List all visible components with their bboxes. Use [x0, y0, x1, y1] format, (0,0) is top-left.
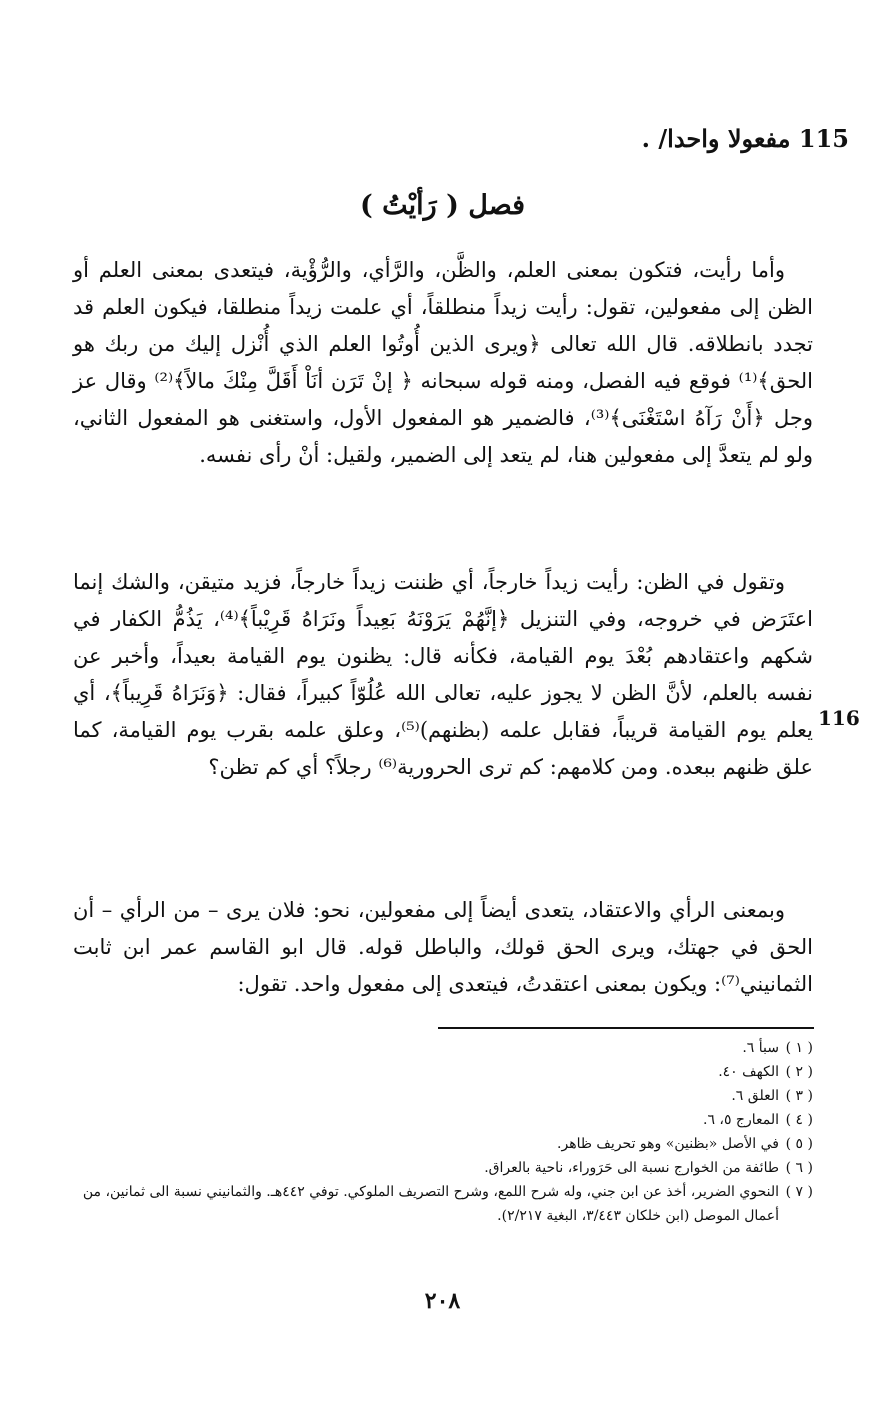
- continuation-text: مفعولا واحدا/ .: [641, 124, 791, 153]
- paragraph-1-text: وأما رأيت، فتكون بمعنى العلم، والظَّن، والرَّأي، والرُّؤْية، فيتعدى بمعنى العلم أو الظن إلى مفعولين، تقول: رأيت زيداً منطلقاً، أي علمت زيداً منطلقا، فيكون العلم قد تجدد بانطلاقه. قال الله تعالى ﴿ويرى الذين أُوتُوا العلم الذي أُنْزل إليك من ربك هو الحق﴾⁽¹⁾ فوقع فيه الفصل، ومنه قوله سبحانه ﴿ إنْ تَرَن أنَاْ أَقَلَّ مِنْكَ مالاً﴾⁽²⁾ وقال عز وجل ﴿أَنْ رَآهُ اسْتَغْنَى﴾⁽³⁾، فالضمير هو المفعول الأول، واستغنى هو المفعول الثاني، ولو لم يتعدَّ إلى مفعولين هنا، لم يتعد إلى الضمير، ولقيل: أنْ رأى نفسه.: [73, 258, 813, 467]
- footnote-text: طائفة من الخوارج نسبة الى حَرَوراء، ناحية بالعراق.: [484, 1160, 779, 1176]
- paragraph-3: [73, 892, 813, 1003]
- footnote-divider: [438, 1027, 814, 1029]
- footnote-text: المعارج ٥، ٦.: [702, 1112, 779, 1128]
- footnote-number: ( ٤ ): [785, 1112, 813, 1128]
- footnote-text: الكهف ٤٠.: [718, 1064, 779, 1080]
- footnote-7: [73, 1180, 813, 1228]
- footnote-number: ( ٣ ): [785, 1088, 813, 1104]
- continuation-line: [59, 124, 849, 153]
- footnote-number: ( ٦ ): [785, 1160, 813, 1176]
- paragraph-3-text: وبمعنى الرأي والاعتقاد، يتعدى أيضاً إلى مفعولين، نحو: فلان يرى – من الرأي – أن الحق في جهتك، ويرى الحق قولك، والباطل قوله. قال ابو القاسم عمر ابن ثابت الثمانيني⁽⁷⁾: ويكون بمعنى اعتقدتُ، فيتعدى إلى مفعول واحد. تقول:: [73, 898, 813, 996]
- footnote-text: في الأصل «بظنين» وهو تحريف ظاهر.: [557, 1136, 779, 1152]
- footnote-3: [73, 1084, 813, 1108]
- footnote-1: [73, 1036, 813, 1060]
- footnote-text: النحوي الضرير، أخذ عن ابن جني، وله شرح اللمع، وشرح التصريف الملوكي. توفي ٤٤٢هـ. والثمانيني نسبة الى ثمانين، من أعمال الموصل (ابن خلكان ٣/٤٤٣، البغية ٢/٢١٧).: [82, 1184, 779, 1224]
- footnote-number: ( ٢ ): [785, 1064, 813, 1080]
- footnote-2: [73, 1060, 813, 1084]
- footnote-5: [73, 1132, 813, 1156]
- footnote-4: [73, 1108, 813, 1132]
- paragraph-1: [73, 252, 813, 474]
- paragraph-2-text: وتقول في الظن: رأيت زيداً خارجاً، أي ظننت زيداً خارجاً، فزيد متيقن، والشك إنما اعتَرَض في خروجه، وفي التنزيل ﴿إنَّهُمْ يَرَوْنَهُ بَعِيداً ونَرَاهُ قَرِيْباً﴾⁽⁴⁾، يَذُمُّ الكفار في شكهم واعتقادهم بُعْدَ يوم القيامة، فكأنه قال: يظنون يوم القيامة بعيداً، وأخبر عن نفسه بالعلم، لأنَّ الظن لا يجوز عليه، تعالى الله عُلُوّاً كبيراً، فقال: ﴿وَنَرَاهُ قَرِيباً﴾، أي يعلم يوم القيامة قريباً، فقابل علمه (بظنهم)⁽⁵⁾، وعلق علمه بقرب يوم القيامة، كما علق ظنهم ببعده. ومن كلامهم: كم ترى الحرورية⁽⁶⁾ رجلاً؟ أي كم تظن؟: [73, 570, 813, 779]
- margin-number-top: 115: [798, 124, 849, 153]
- paragraph-2: [73, 564, 813, 786]
- margin-number-side: 116: [818, 706, 860, 730]
- footnote-text: العلق ٦.: [731, 1088, 779, 1104]
- footnote-number: ( ٧ ): [785, 1184, 813, 1200]
- footnote-number: ( ٥ ): [785, 1136, 813, 1152]
- footnote-number: ( ١ ): [785, 1040, 813, 1056]
- footnotes: [73, 1036, 813, 1228]
- page-number: ٢٠٨: [424, 1288, 461, 1314]
- section-title: فصل ( رَأيْتُ ): [359, 190, 526, 221]
- footnote-6: [73, 1156, 813, 1180]
- footnote-text: سبأ ٦.: [742, 1040, 779, 1056]
